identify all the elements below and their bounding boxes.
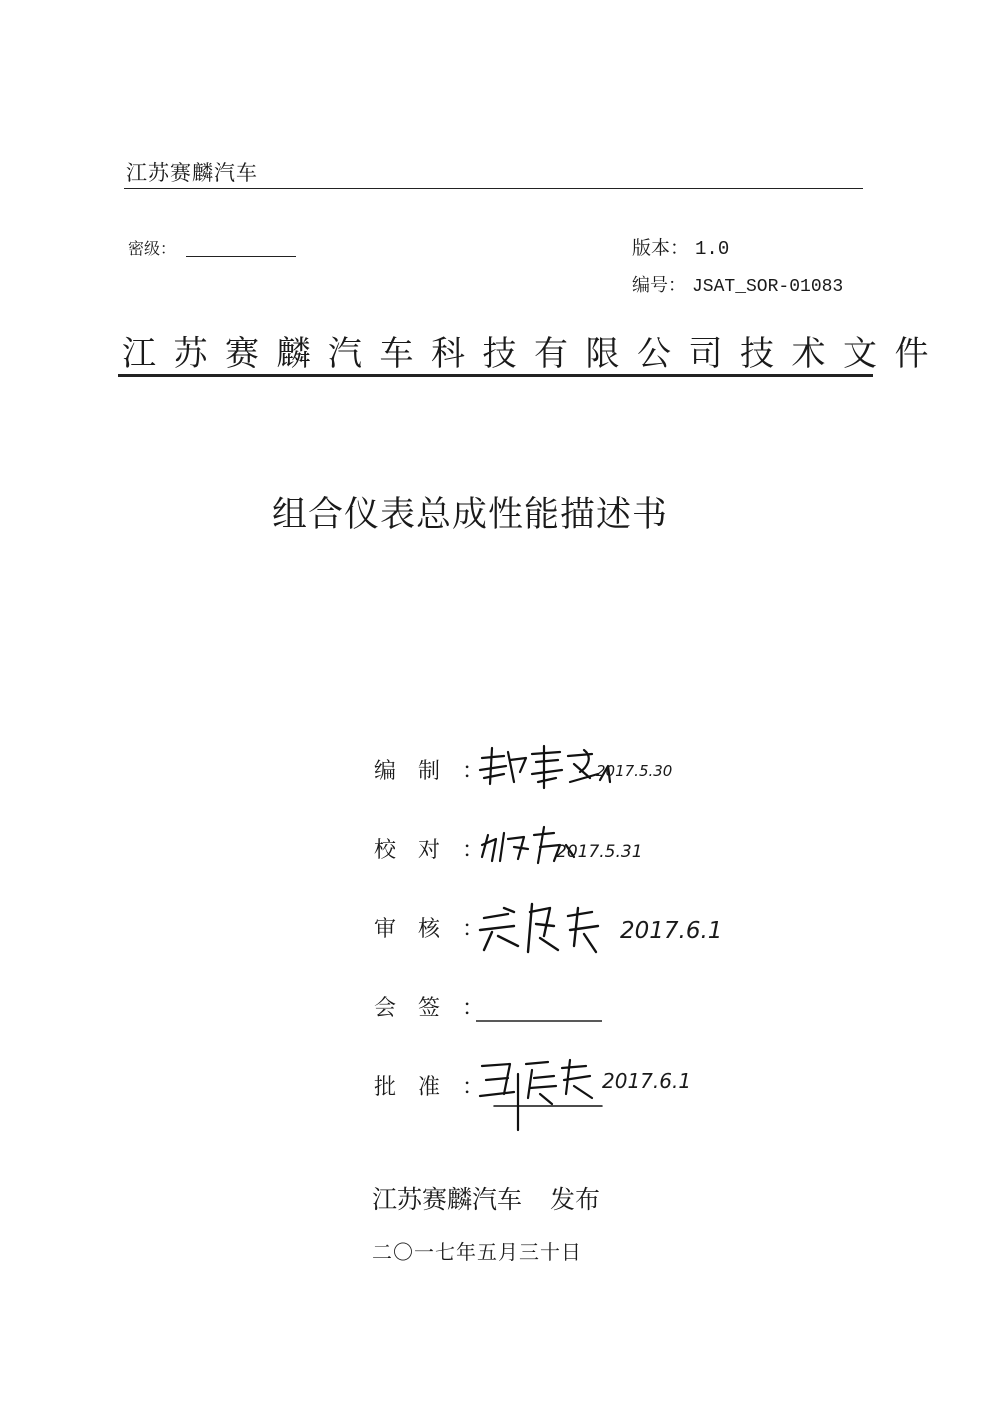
version-label: 版本： (632, 237, 690, 259)
signature-row-approved (374, 1070, 507, 1110)
signature-date-checked: 2017.5.31 (556, 842, 643, 862)
secret-level-blank-line (186, 256, 296, 257)
publisher-name: 江苏赛麟汽车 (372, 1185, 523, 1214)
header-divider (124, 188, 863, 189)
header-company-name: 江苏赛麟汽车 (126, 161, 258, 185)
blank-signature-line (474, 975, 614, 1035)
signature-row-checked (374, 833, 507, 873)
publish-date: 二〇一七年五月三十日 (372, 1240, 582, 1264)
document-title: 组合仪表总成性能描述书 (272, 495, 669, 535)
signature-date-reviewed: 2017.6.1 (620, 918, 723, 944)
version-row (632, 233, 729, 260)
number-row (632, 271, 843, 297)
signature-label: 校对： (374, 838, 507, 863)
signature-date-approved: 2017.6.1 (602, 1069, 692, 1093)
secret-level-label: 密级： (128, 239, 177, 258)
signature-label: 批准： (374, 1075, 507, 1100)
technical-title-divider (118, 374, 873, 377)
publisher (372, 1180, 600, 1216)
publish-word: 发布 (550, 1185, 601, 1214)
handwritten-signature-approved (474, 1054, 734, 1144)
signature-label: 审核： (374, 917, 507, 942)
signature-date-prepared: 2017.5.30 (596, 762, 673, 780)
signature-label: 会签： (374, 996, 507, 1021)
number-value: JSAT_SOR-01083 (692, 277, 844, 297)
signature-row-countersigned (374, 991, 507, 1031)
signature-row-prepared (374, 754, 507, 794)
signature-row-reviewed (374, 912, 507, 952)
number-label: 编号： (632, 275, 686, 296)
technical-file-title: 江苏赛麟汽车科技有限公司技术文件 (122, 334, 946, 374)
signature-label: 编制： (374, 759, 507, 784)
version-value: 1.0 (695, 238, 730, 260)
